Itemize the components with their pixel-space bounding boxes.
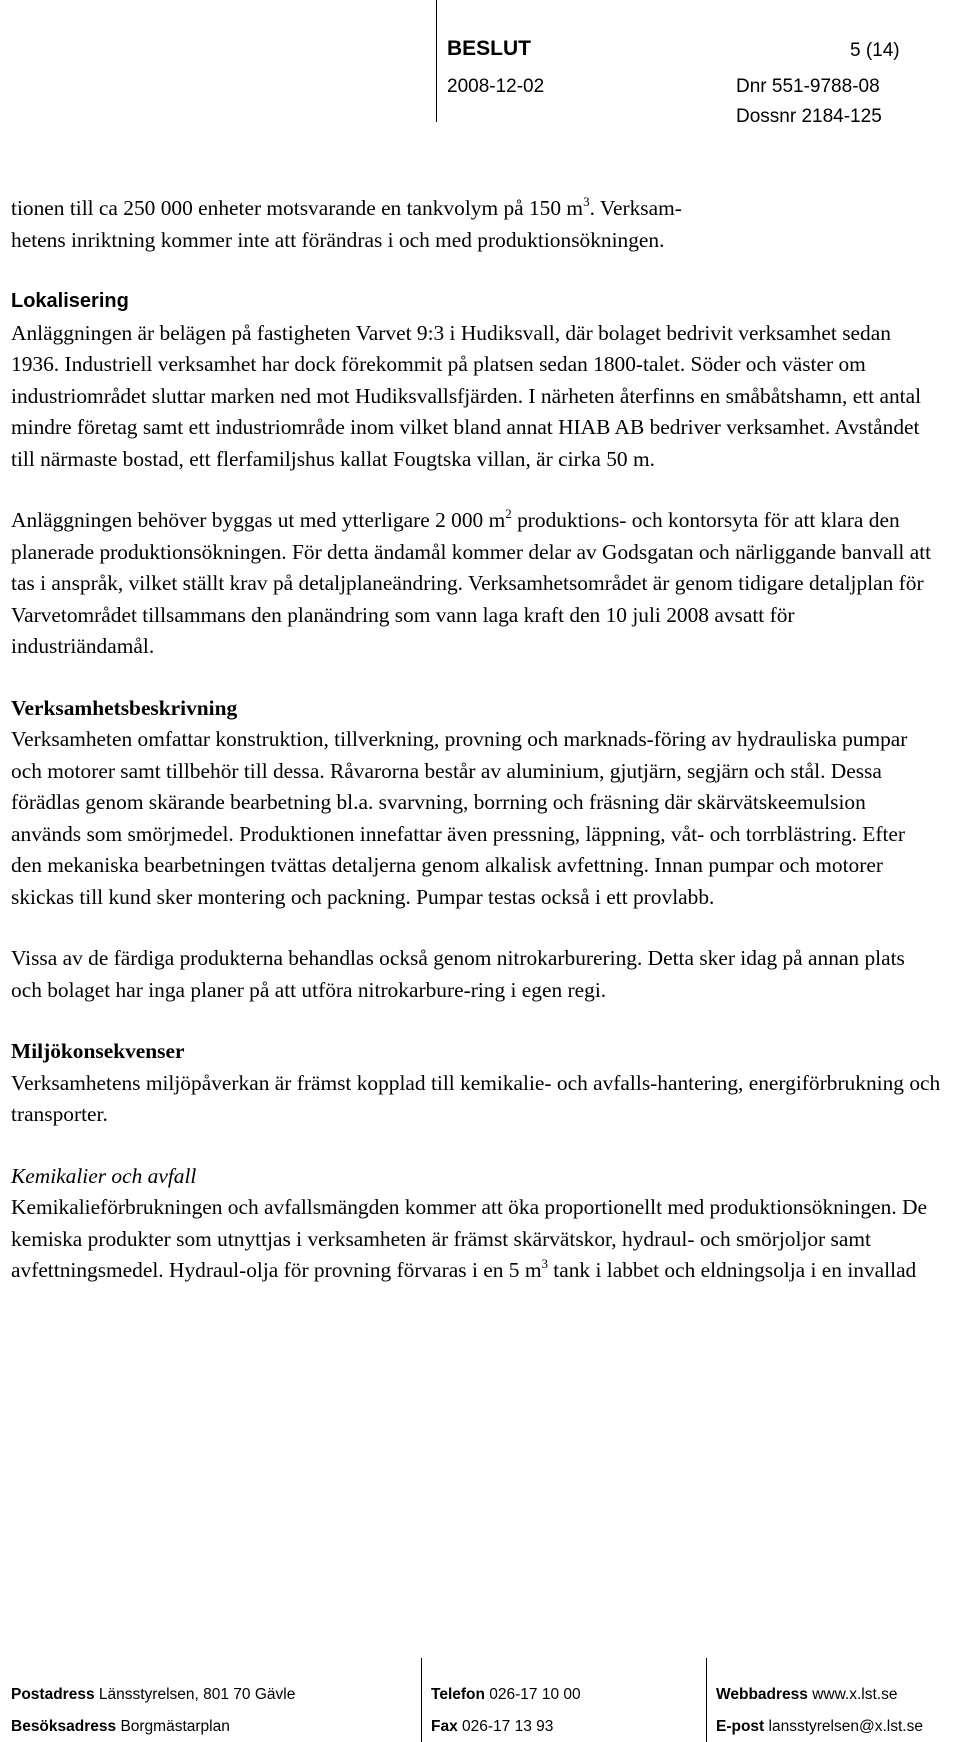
expansion-text-b: produktions- och kontorsyta för att klara den planerade produktionsökningen. För detta ändamål kommer delar av Godsgatan och närliggande banvall att tas i anspråk, vilket ställt krav på detaljplaneändring. Verksamhetsområdet är genom tidigare detaljplan för Varvetområdet tillsammans den planändring som vann laga kraft den 10 juli 2008 avsatt för industriändamål. [11,508,932,658]
postadress-value: Länsstyrelsen, 801 70 Gävle [98,1686,296,1703]
epost-label: E-post [716,1718,765,1735]
kemikalier-text-a: Kemikalieförbrukningen och avfallsmängden kommer att öka proportionellt med produktionsökningen. De kemiska produkter som utnyttjas i verksamheten är främst skärvätskor, hydraul- och smörjoljor samt avfettningsmedel. Hydraul-olja för provning förvaras i en 5 m [11,1195,928,1282]
telefon-label: Telefon [431,1686,485,1703]
footer-epost [716,1717,923,1737]
expansion-text-a: Anläggningen behöver byggas ut med ytterligare 2 000 m [11,508,506,532]
footer-postadress [11,1685,295,1705]
kemikalier-superscript: 3 [541,1255,548,1271]
epost-link[interactable]: lansstyrelsen@x.lst.se [768,1718,923,1735]
heading-lokalisering: Lokalisering [11,290,129,312]
footer-telefon [431,1685,581,1705]
besoksadress-value: Borgmästarplan [120,1718,230,1735]
page-number: 5 (14) [850,40,900,61]
webbadress-label: Webbadress [716,1686,808,1703]
footer-besoksadress [11,1717,230,1737]
dossnr-number: Dossnr 2184-125 [736,106,882,127]
intro-superscript: 3 [583,193,590,209]
document-type: BESLUT [447,37,531,60]
document-body [11,193,941,1287]
intro-text-b: . Verksam- [589,196,682,220]
intro-text-c: hetens inriktning kommer inte att förändras i och med produktionsökningen. [11,227,665,252]
besoksadress-label: Besöksadress [11,1718,117,1735]
webbadress-link[interactable]: www.x.lst.se [812,1686,898,1703]
footer-divider-1 [421,1658,422,1742]
heading-kemikalier: Kemikalier och avfall [11,1163,197,1188]
postadress-label: Postadress [11,1686,95,1703]
expansion-superscript: 2 [505,505,512,521]
paragraph-kemikalier [11,1192,941,1287]
paragraph-miljo: Verksamhetens miljöpåverkan är främst kopplad till kemikalie- och avfalls-hantering, energiförbrukning och transporter. [11,1070,941,1126]
heading-miljokonsekvenser: Miljökonsekvenser [11,1039,185,1063]
footer-webbadress [716,1685,897,1705]
paragraph-verksamhet: Verksamheten omfattar konstruktion, tillverkning, provning och marknads-föring av hydrauliska pumpar och motorer samt tillbehör till dessa. Råvarorna består av aluminium, gjutjärn, segjärn och stål. Dessa förädlas genom skärande bearbetning bl.a. svarvning, borrning och fräsning där skärvätskeemulsion används som smörjmedel. Produktionen innefattar även pressning, läppning, våt- och torrblästring. Efter den mekaniska bearbetningen tvättas detaljerna genom alkalisk avfettning. Innan pumpar och motorer skickas till kund sker montering och packning. Pumpar testas också i ett provlabb. [11,727,908,909]
dnr-number: Dnr 551-9788-08 [736,76,880,97]
kemikalier-text-b: tank i labbet och eldningsolja i en invallad [547,1258,917,1282]
fax-value: 026-17 13 93 [462,1718,554,1735]
paragraph-lokalisering: Anläggningen är belägen på fastigheten Varvet 9:3 i Hudiksvall, där bolaget bedrivit verksamhet sedan 1936. Industriell verksamhet har dock förekommit på platsen sedan 1800-talet. Söder och väster om industriområdet sluttar marken ned mot Hudiksvallsfjärden. I närheten återfinns en småbåtshamn, ett antal mindre företag samt ett industriområde inom vilket bland annat HIAB AB bedriver verksamhet. Avståndet till närmaste bostad, ett flerfamiljshus kallat Fougtska villan, är cirka 50 m. [11,320,922,471]
header-divider [436,0,437,122]
telefon-value: 026-17 10 00 [489,1686,581,1703]
intro-paragraph [11,193,941,256]
footer-fax [431,1717,553,1737]
fax-label: Fax [431,1718,458,1735]
paragraph-nitrokarburering: Vissa av de färdiga produkterna behandlas också genom nitrokarburering. Detta sker idag på annan plats och bolaget har inga planer på att utföra nitrokarbure-ring i egen regi. [11,946,905,1002]
intro-text-a: tionen till ca 250 000 enheter motsvarande en tankvolym på 150 m [11,196,584,220]
document-date: 2008-12-02 [447,76,545,97]
heading-verksamhetsbeskrivning: Verksamhetsbeskrivning [11,695,238,720]
footer-divider-2 [706,1658,707,1742]
paragraph-expansion [11,505,941,663]
